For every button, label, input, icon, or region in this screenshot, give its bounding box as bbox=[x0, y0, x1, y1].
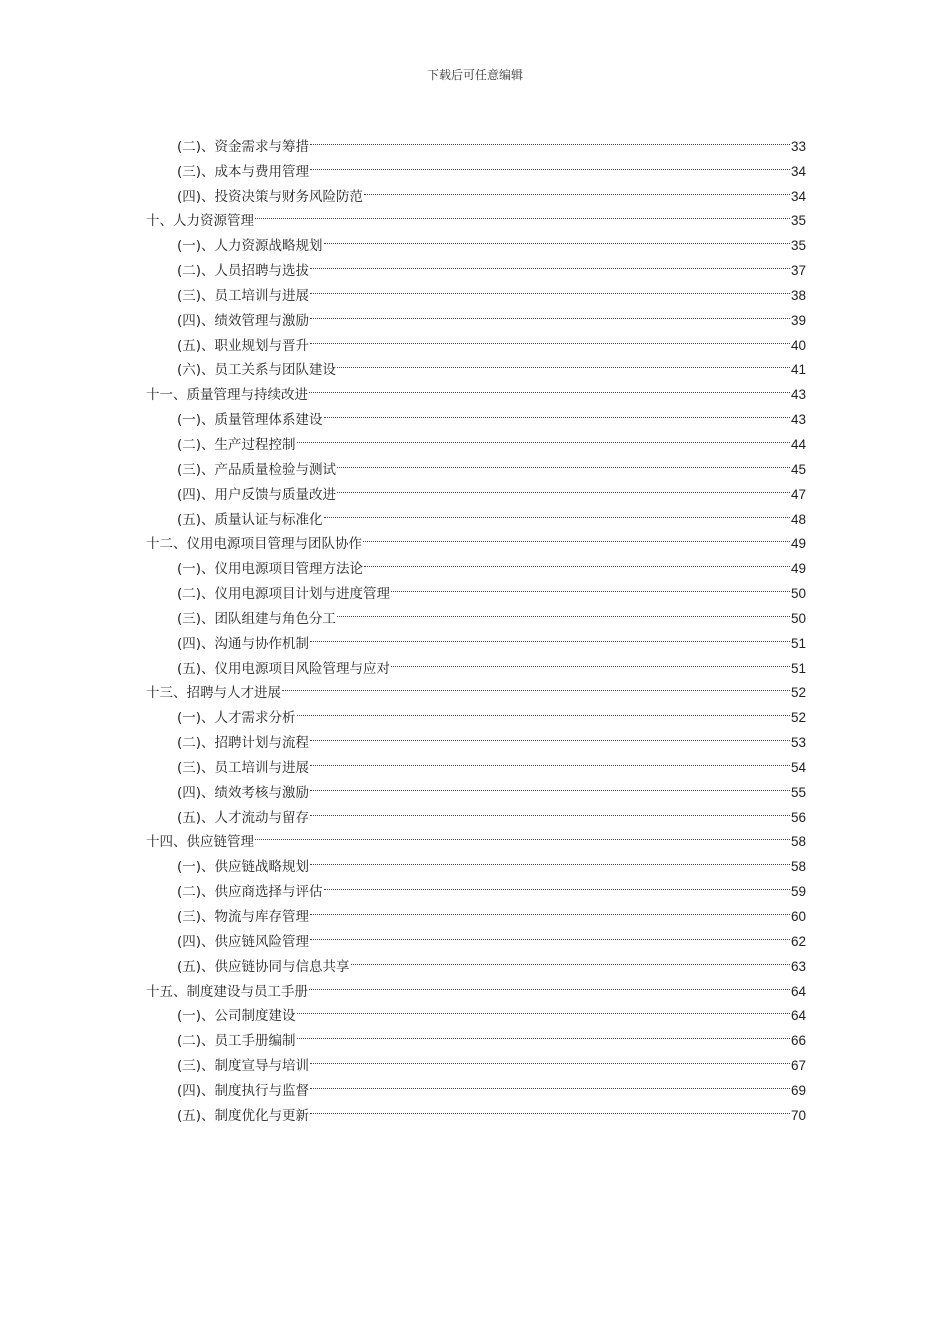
toc-page-number: 67 bbox=[790, 1058, 806, 1074]
toc-dot-leader bbox=[364, 176, 790, 201]
toc-entry-label: (五)、供应链协同与信息共享 bbox=[177, 958, 350, 975]
toc-dot-leader bbox=[255, 201, 790, 226]
toc-entry-label: 十、人力资源管理 bbox=[146, 213, 254, 230]
toc-page-number: 56 bbox=[790, 809, 806, 825]
toc-page-number: 64 bbox=[790, 983, 806, 999]
toc-page-number: 35 bbox=[790, 213, 806, 229]
toc-page-number: 37 bbox=[790, 263, 806, 279]
toc-entry-label: (一)、仪用电源项目管理方法论 bbox=[177, 561, 364, 578]
toc-page-number: 50 bbox=[790, 586, 806, 602]
toc-dot-leader bbox=[363, 524, 790, 549]
toc-entry-label: (三)、成本与费用管理 bbox=[177, 163, 310, 180]
toc-section-entry[interactable] bbox=[146, 126, 806, 155]
toc-dot-leader bbox=[310, 151, 790, 176]
toc-page-number: 49 bbox=[790, 536, 806, 552]
toc-page-number: 43 bbox=[790, 412, 806, 428]
toc-entry-label: (五)、人才流动与留存 bbox=[177, 809, 310, 826]
page-header: 下载后可任意编辑 bbox=[426, 68, 523, 82]
toc-entry-label: (二)、生产过程控制 bbox=[177, 436, 296, 453]
toc-entry-label: (四)、沟通与协作机制 bbox=[177, 635, 310, 652]
toc-entry-label: (一)、人力资源战略规划 bbox=[177, 238, 323, 255]
toc-entry-label: (三)、制度宣导与培训 bbox=[177, 1058, 310, 1075]
toc-entry-label: (一)、供应链战略规划 bbox=[177, 859, 310, 876]
toc-page-number: 50 bbox=[790, 610, 806, 626]
toc-entry-label: (四)、用户反馈与质量改进 bbox=[177, 486, 337, 503]
toc-dot-leader bbox=[282, 673, 790, 698]
toc-dot-leader bbox=[310, 747, 790, 772]
toc-dot-leader bbox=[391, 648, 790, 673]
toc-dot-leader bbox=[309, 971, 790, 996]
toc-entry-label: (二)、资金需求与筹措 bbox=[177, 138, 310, 155]
toc-entry-label: 十一、质量管理与持续改进 bbox=[146, 387, 308, 404]
toc-dot-leader bbox=[324, 871, 790, 896]
toc-dot-leader bbox=[310, 275, 790, 300]
toc-entry-label: (二)、仪用电源项目计划与进度管理 bbox=[177, 586, 391, 603]
toc-page-number: 69 bbox=[790, 1082, 806, 1098]
toc-entry-label: (四)、制度执行与监督 bbox=[177, 1082, 310, 1099]
toc-dot-leader bbox=[310, 1045, 790, 1070]
toc-dot-leader bbox=[310, 623, 790, 648]
toc-entry-label: (四)、供应链风险管理 bbox=[177, 933, 310, 950]
toc-entry-label: (三)、产品质量检验与测试 bbox=[177, 461, 337, 478]
toc-page-number: 66 bbox=[790, 1033, 806, 1049]
toc-dot-leader bbox=[310, 126, 790, 151]
toc-page-number: 58 bbox=[790, 834, 806, 850]
toc-entry-label: (二)、供应商选择与评估 bbox=[177, 884, 323, 901]
toc-page-number: 40 bbox=[790, 337, 806, 353]
toc-entry-label: 十四、供应链管理 bbox=[146, 834, 254, 851]
toc-page-number: 35 bbox=[790, 238, 806, 254]
toc-page-number: 51 bbox=[790, 660, 806, 676]
toc-page-number: 52 bbox=[790, 685, 806, 701]
toc-dot-leader bbox=[310, 896, 790, 921]
toc-page-number: 51 bbox=[790, 635, 806, 651]
toc-entry-label: (三)、员工培训与进展 bbox=[177, 287, 310, 304]
toc-page-number: 41 bbox=[790, 362, 806, 378]
toc-dot-leader bbox=[324, 499, 790, 524]
toc-dot-leader bbox=[324, 225, 790, 250]
toc-page-number: 70 bbox=[790, 1107, 806, 1123]
toc-entry-label: 十二、仪用电源项目管理与团队协作 bbox=[146, 536, 362, 553]
toc-page-number: 62 bbox=[790, 933, 806, 949]
toc-dot-leader bbox=[324, 399, 790, 424]
toc-entry-label: 十三、招聘与人才进展 bbox=[146, 685, 281, 702]
toc-page-number: 59 bbox=[790, 884, 806, 900]
toc-dot-leader bbox=[310, 846, 790, 871]
toc-page-number: 54 bbox=[790, 759, 806, 775]
toc-entry-label: (二)、员工手册编制 bbox=[177, 1033, 296, 1050]
toc-entry-label: (五)、仪用电源项目风险管理与应对 bbox=[177, 660, 391, 677]
toc-dot-leader bbox=[337, 449, 790, 474]
toc-dot-leader bbox=[310, 1095, 790, 1120]
toc-page-number: 55 bbox=[790, 784, 806, 800]
toc-entry-label: (三)、物流与库存管理 bbox=[177, 909, 310, 925]
toc-entry-label: (五)、质量认证与标准化 bbox=[177, 511, 323, 528]
toc-dot-leader bbox=[351, 946, 790, 971]
toc-entry-label: (一)、质量管理体系建设 bbox=[177, 412, 323, 429]
toc-dot-leader bbox=[310, 300, 790, 325]
toc-entry-label: (四)、绩效管理与激励 bbox=[177, 312, 310, 329]
toc-page-number: 52 bbox=[790, 710, 806, 726]
toc-page-number: 38 bbox=[790, 287, 806, 303]
toc-dot-leader bbox=[391, 573, 790, 598]
toc-entry-label: (五)、制度优化与更新 bbox=[177, 1107, 310, 1124]
toc-dot-leader bbox=[310, 797, 790, 822]
toc-dot-leader bbox=[337, 350, 790, 375]
toc-page-number: 53 bbox=[790, 735, 806, 751]
toc-page-number: 39 bbox=[790, 312, 806, 328]
toc-entry-label: (一)、公司制度建设 bbox=[177, 1008, 296, 1025]
toc-dot-leader bbox=[255, 822, 790, 847]
toc-dot-leader bbox=[310, 722, 790, 747]
toc-page-number: 47 bbox=[790, 486, 806, 502]
toc-dot-leader bbox=[310, 772, 790, 797]
toc-entry-label: (三)、团队组建与角色分工 bbox=[177, 610, 337, 627]
toc-dot-leader bbox=[337, 474, 790, 499]
toc-page-number: 44 bbox=[790, 436, 806, 452]
toc-dot-leader bbox=[310, 250, 790, 275]
toc-page-number: 49 bbox=[790, 561, 806, 577]
toc-dot-leader bbox=[364, 548, 790, 573]
toc-entry-label: (二)、招聘计划与流程 bbox=[177, 735, 310, 752]
toc-page-number: 48 bbox=[790, 511, 806, 527]
toc-dot-leader bbox=[310, 921, 790, 946]
toc-entry-label: (六)、员工关系与团队建设 bbox=[177, 362, 337, 379]
toc-dot-leader bbox=[309, 374, 790, 399]
toc-dot-leader bbox=[337, 598, 790, 623]
toc-dot-leader bbox=[297, 1020, 790, 1045]
toc-page-number: 45 bbox=[790, 461, 806, 477]
toc-page-number: 58 bbox=[790, 859, 806, 875]
toc-entry-label: (二)、人员招聘与选拔 bbox=[177, 263, 310, 280]
toc-entry-label: (四)、绩效考核与激励 bbox=[177, 784, 310, 801]
toc-dot-leader bbox=[297, 697, 790, 722]
toc-entry-label: (一)、人才需求分析 bbox=[177, 710, 296, 727]
toc-page-number: 63 bbox=[790, 958, 806, 974]
toc-page-number: 34 bbox=[790, 163, 806, 179]
toc-dot-leader bbox=[310, 325, 790, 350]
toc-dot-leader bbox=[297, 424, 790, 449]
toc-entry-label: (四)、投资决策与财务风险防范 bbox=[177, 188, 364, 205]
toc-entry-label: (五)、职业规划与晋升 bbox=[177, 337, 310, 354]
toc-dot-leader bbox=[297, 996, 790, 1021]
toc-entry-label: 十五、制度建设与员工手册 bbox=[146, 983, 308, 1000]
toc-page-number: 34 bbox=[790, 188, 806, 204]
toc-page-number: 64 bbox=[790, 1008, 806, 1024]
toc-page-number: 43 bbox=[790, 387, 806, 403]
table-of-contents bbox=[146, 126, 806, 1124]
toc-page-number: 33 bbox=[790, 138, 806, 154]
toc-entry-label: (三)、员工培训与进展 bbox=[177, 759, 310, 776]
toc-page-number: 60 bbox=[790, 909, 806, 924]
toc-dot-leader bbox=[310, 1070, 790, 1095]
